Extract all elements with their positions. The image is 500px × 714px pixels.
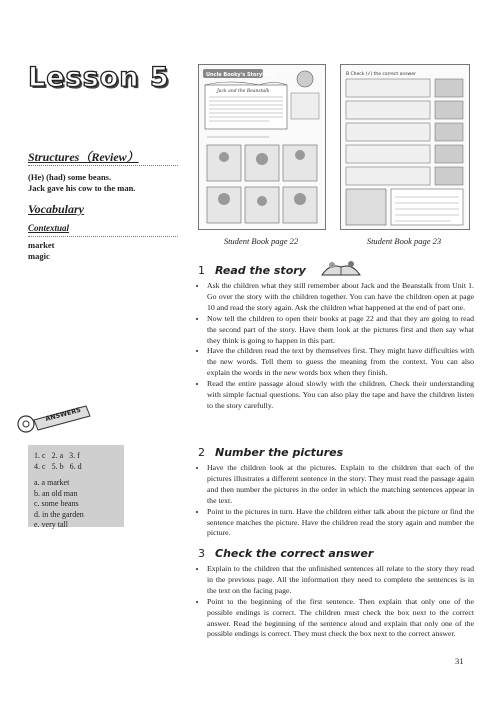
instruction-item: • Explain to the children that the unfinished sentences all relate to the story they read in the previous page. All the information they need to complete the sentences is in the text on the facing page. xyxy=(207,564,474,597)
divider xyxy=(28,165,178,166)
answer: b. an old man xyxy=(34,488,78,498)
lesson-title: Lesson 5 xyxy=(28,62,170,93)
answer: 1. c xyxy=(34,451,46,460)
student-book-thumbnail-23 xyxy=(340,64,470,230)
instruction-item: • Point to the beginning of the first sentence. Then explain that only one of the possible endings is correct. The children must check the box next to the correct answer. Read the beginning of the sentence aloud and explain that only one of the possible endings is correct. They must check the box next to the correct answer. xyxy=(207,597,474,641)
instruction-item: • Now tell the children to open their books at page 22 and that they are going to read the second part of the story. Have them look at the pictures first and then say what they think is going to happen in this part. xyxy=(207,314,474,347)
section-number: 2 xyxy=(198,446,205,459)
section-heading-check-the-correct-answer xyxy=(198,547,373,560)
thumbnail-caption: Student Book page 23 xyxy=(366,236,442,246)
section-body xyxy=(198,463,474,539)
page-number: 31 xyxy=(455,656,464,666)
student-book-thumbnail-22 xyxy=(198,64,326,230)
instruction-item: • Read the entire passage aloud slowly with the children. Check their understanding with simple factual questions. You can also play the tape and have the children listen to the story carefully. xyxy=(207,379,474,412)
instruction-item: • Have the children look at the pictures. Explain to the children that each of the pictures illustrates a different sentence in the story. They must read the passage again and then number the pictures in the order in which the matching sentences appear in the text. xyxy=(207,463,474,507)
answer: 4. c xyxy=(34,461,46,471)
vocabulary-section xyxy=(28,204,188,262)
answer: 2. a xyxy=(51,451,64,460)
instruction-item: • Have the children read the text by themselves first. They might have difficulties with the new words. Tell them to guess the meaning from the context. You can also explain the words in the new words box when they finish. xyxy=(207,346,474,379)
thumbnail-story-title: Jack and the Beanstalk xyxy=(217,89,270,94)
instruction-item: • Point to the pictures in turn. Have the children either talk about the picture or find the sentence matches the picture. Have the children read the story again and number the picture. xyxy=(207,507,474,540)
section-number: 3 xyxy=(198,547,205,560)
section-title: Check the correct answer xyxy=(215,547,374,560)
answers-row xyxy=(34,451,124,462)
answer: d. in the garden xyxy=(34,509,84,519)
instruction-item: • Ask the children what they still remember about Jack and the Beanstalk from Unit 1. Go over the story with the children together. You can have the children open at page 10 and read the story again. Ask the children what happened at the end of part one. xyxy=(207,281,474,314)
structure-line: Jack gave his cow to the man. xyxy=(28,183,136,193)
answers-tag-label: ANSWERS xyxy=(44,405,82,423)
vocabulary-heading: Vocabulary xyxy=(28,202,85,216)
answers-key-icon xyxy=(14,398,92,438)
answer: 6. d xyxy=(69,461,82,471)
divider xyxy=(28,236,178,237)
thumbnail-caption: Student Book page 22 xyxy=(223,236,299,246)
answers-box xyxy=(28,445,124,527)
structures-heading: Structures（Review） xyxy=(28,150,139,164)
section-number: 1 xyxy=(198,264,205,277)
thumbnail-banner: B Check (√) the correct answer xyxy=(346,72,416,77)
contextual-heading: Contextual xyxy=(28,223,70,233)
section-heading-number-the-pictures xyxy=(198,446,343,459)
section-title: Number the pictures xyxy=(215,446,344,459)
answer: a. a market xyxy=(34,478,70,487)
vocabulary-word: market xyxy=(28,240,55,250)
structure-line: (He) (had) some beans. xyxy=(28,172,112,182)
section-heading-read-the-story xyxy=(198,264,306,277)
section-title: Read the story xyxy=(215,264,306,277)
story-book-icon xyxy=(318,257,364,279)
answer: 3. f xyxy=(69,451,80,460)
answer: c. some beans xyxy=(34,499,79,508)
answer: e. very tall xyxy=(34,520,68,529)
thumbnail-banner: Uncle Booky's Storytime xyxy=(206,72,275,78)
vocabulary-word: magic xyxy=(28,251,50,261)
section-body xyxy=(198,564,474,640)
structures-section xyxy=(28,152,188,194)
answer: 5. b xyxy=(51,461,64,471)
section-body xyxy=(198,281,474,412)
answers-row xyxy=(34,462,124,473)
